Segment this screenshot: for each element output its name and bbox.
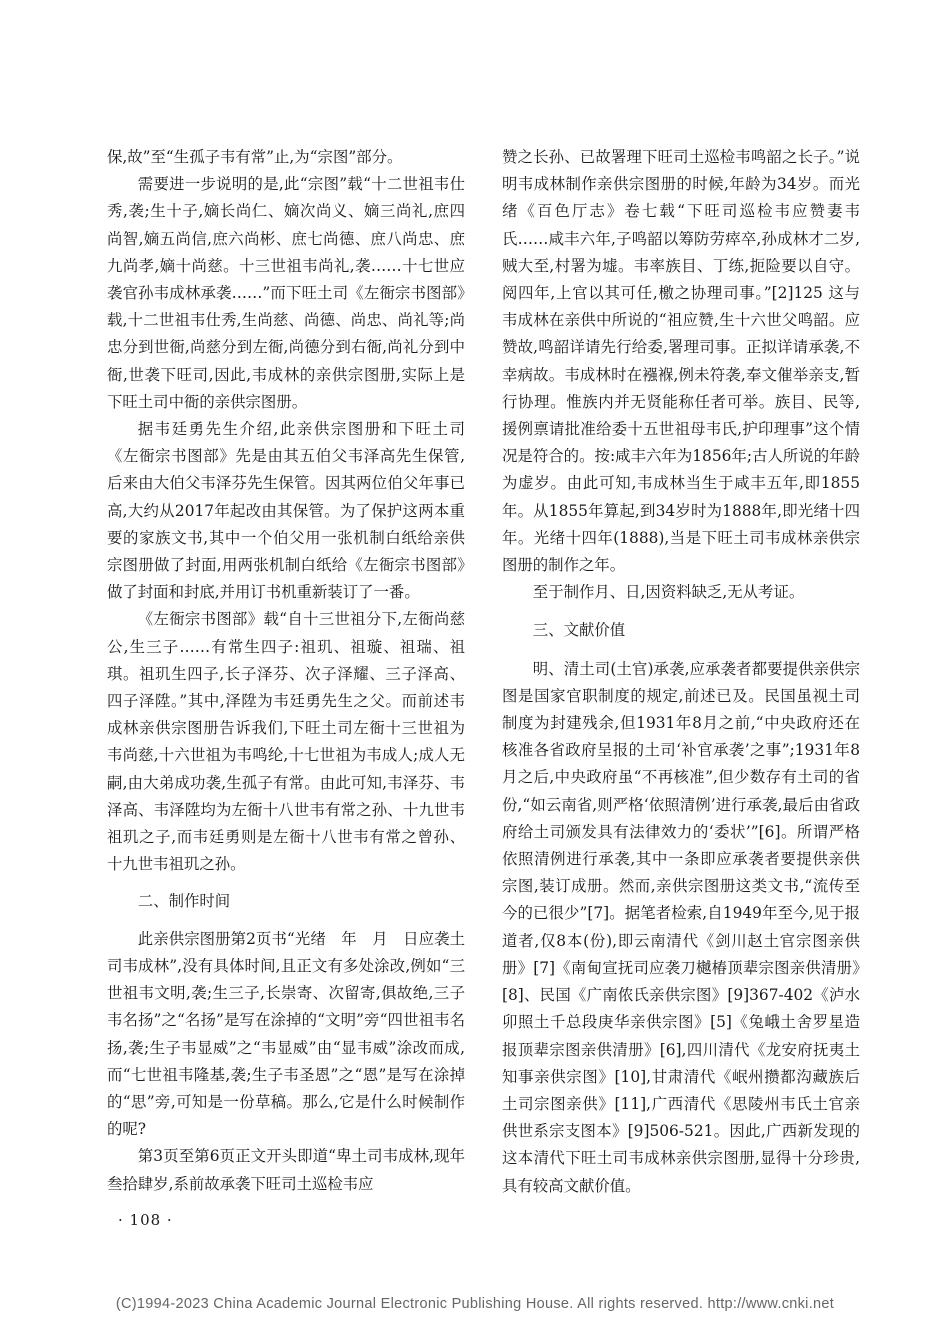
paragraph: 第3页至第6页正文开头即道“卑土司韦成林,现年叁拾肆岁,系前故承袭下旺司土巡检韦应 xyxy=(107,1147,465,1193)
paragraph: 此亲供宗图册第2页书“光绪 年 月 日应袭土司韦成林”,没有具体时间,且正文有多处涂改,例如“三世祖韦文明,袭;生三子,长崇寄、次留寄,俱故绝,三子韦名扬”之“名扬”是写在涂掉的“文明”旁“四世祖韦名扬,袭;生子韦显威”之“韦显威”由“显韦威”涂改而成,而“七世祖韦隆基,袭;生子韦圣恩”之“恩”是写在涂掉的“思”旁,可知是一份草稿。那么,它是什么时候制作的呢? xyxy=(107,929,465,1139)
copyright-footer: (C)1994-2023 China Academic Journal Electronic Publishing House. All rights reserved. http://www.cnki.net xyxy=(115,1296,835,1312)
page-number: · 108 · xyxy=(118,1211,173,1229)
paragraph: 据韦廷勇先生介绍,此亲供宗图册和下旺土司《左衙宗书图部》先是由其五伯父韦泽高先生保管,后来由大伯父韦泽芬先生保管。因其两位伯父年事已高,大约从2017年起改由其保管。为了保护这两本重要的家族文书,其中一个伯父用一张机制白纸给亲供宗图册做了封面,用两张机制白纸给《左衙宗书图部》做了封面和封底,并用订书机重新装订了一番。 xyxy=(107,420,465,602)
section-heading-production-time: 二、制作时间 xyxy=(137,892,231,911)
paragraph: 需要进一步说明的是,此“宗图”载“十二世祖韦仕秀,袭;生十子,嫡长尚仁、嫡次尚义、嫡三尚礼,庶四尚智,嫡五尚信,庶六尚彬、庶七尚德、庶八尚忠、庶九尚孝,嫡十尚慈。十三世祖韦尚礼,袭……十七世应袭官孙韦成林承袭……”而下旺土司《左衙宗书图部》载,十二世祖韦仕秀,生尚慈、尚德、尚忠、尚礼等;尚忠分到世衙,尚慈分到左衙,尚德分到右衙,尚礼分到中衙,世袭下旺司,因此,韦成林的亲供宗图册,实际上是下旺土司中衙的亲供宗图册。 xyxy=(107,175,465,411)
paragraph: 《左衙宗书图部》载“自十三世祖分下,左衙尚慈公,生三子……有常生四子:祖玑、祖璇、祖瑞、祖琪。祖玑生四子,长子泽芬、次子泽耀、三子泽高、四子泽陞。”其中,泽陞为韦廷勇先生之父。而前述韦成林亲供宗图册告诉我们,下旺土司左衙十三世祖为韦尚慈,十六世祖为韦鸣纶,十七世祖为韦成人;成人无嗣,由大弟成功袭,生孤子有常。由此可知,韦泽芬、韦泽高、韦泽陞均为左衙十八世韦有常之孙、十九世韦祖玑之子,而韦廷勇则是左衙十八世韦有常之曾孙、十九世韦祖玑之孙。 xyxy=(107,610,465,874)
section-heading-document-value: 三、文献价值 xyxy=(532,621,626,640)
left-column xyxy=(107,144,465,1198)
paragraph: 至于制作月、日,因资料缺乏,无从考证。 xyxy=(532,583,805,602)
right-column xyxy=(502,144,860,1200)
paragraph: 赞之长孙、已故署理下旺司土巡检韦鸣韶之长子。”说明韦成林制作亲供宗图册的时候,年龄为34岁。而光绪《百色厅志》卷七载“下旺司巡检韦应赞妻韦氏……咸丰六年,子鸣韶以筹防劳瘁卒,孙成林才二岁,贼大至,村署为墟。韦率族目、丁练,扼险要以自守。阅四年,上官以其可任,檄之协理司事。”[2]125 这与韦成林在亲供中所说的“祖应赞,生十六世父鸣韶。应赞故,鸣韶详请先行给委,署理司事。正拟详请承袭,不幸病故。韦成林时在襁褓,例未符袭,奉文催举亲支,暂行协理。惟族内并无贤能称任者可举。族目、民等,援例禀请批准给委十五世祖母韦氏,护印理事”这个情况是符合的。按:咸丰六年为1856年;古人所说的年龄为虚岁。由此可知,韦成林当生于咸丰五年,即1855年。从1855年算起,到34岁时为1888年,即光绪十四年。光绪十四年(1888),当是下旺土司韦成林亲供宗图册的制作之年。 xyxy=(502,148,860,575)
paragraph: 保,故”至“生孤子韦有常”止,为“宗图”部分。 xyxy=(107,148,403,166)
paragraph: 明、清土司(土官)承袭,应承袭者都要提供亲供宗图是国家官职制度的规定,前述已及。民国虽视土司制度为封建残余,但1931年8月之前,“中央政府还在核准各省政府呈报的土司‘补官承袭’之事”;1931年8月之后,中央政府虽“不再核准”,但少数存有土司的省份,“如云南省,则严格‘依照清例’进行承袭,最后由省政府给土司颁发具有法律效力的‘委状’”[6]。所谓严格依照清例进行承袭,其中一条即应承袭者要提供亲供宗图,装订成册。然而,亲供宗图册这类文书,“流传至今的已很少”[7]。据笔者检索,自1949年至今,见于报道者,仅8本(份),即云南清代《剑川赵土官宗图亲供册》[7]《南甸宣抚司应袭刀樾椿顶辈宗图亲供清册》[8]、民国《广南侬氏亲供宗图》[9]367-402《泸水卯照土千总段庚华亲供宗图》[5]《兔峨土舍罗星造报顶辈宗图亲供清册》[6],四川清代《龙安府抚夷土知事亲供宗图》[10],甘肃清代《岷州攒都沟藏族后土司宗图亲供》[11],广西清代《思陵州韦氏土官亲供世系宗支图本》[9]506-521。因此,广西新发现的这本清代下旺土司韦成林亲供宗图册,显得十分珍贵,具有较高文献价值。 xyxy=(502,659,860,1195)
